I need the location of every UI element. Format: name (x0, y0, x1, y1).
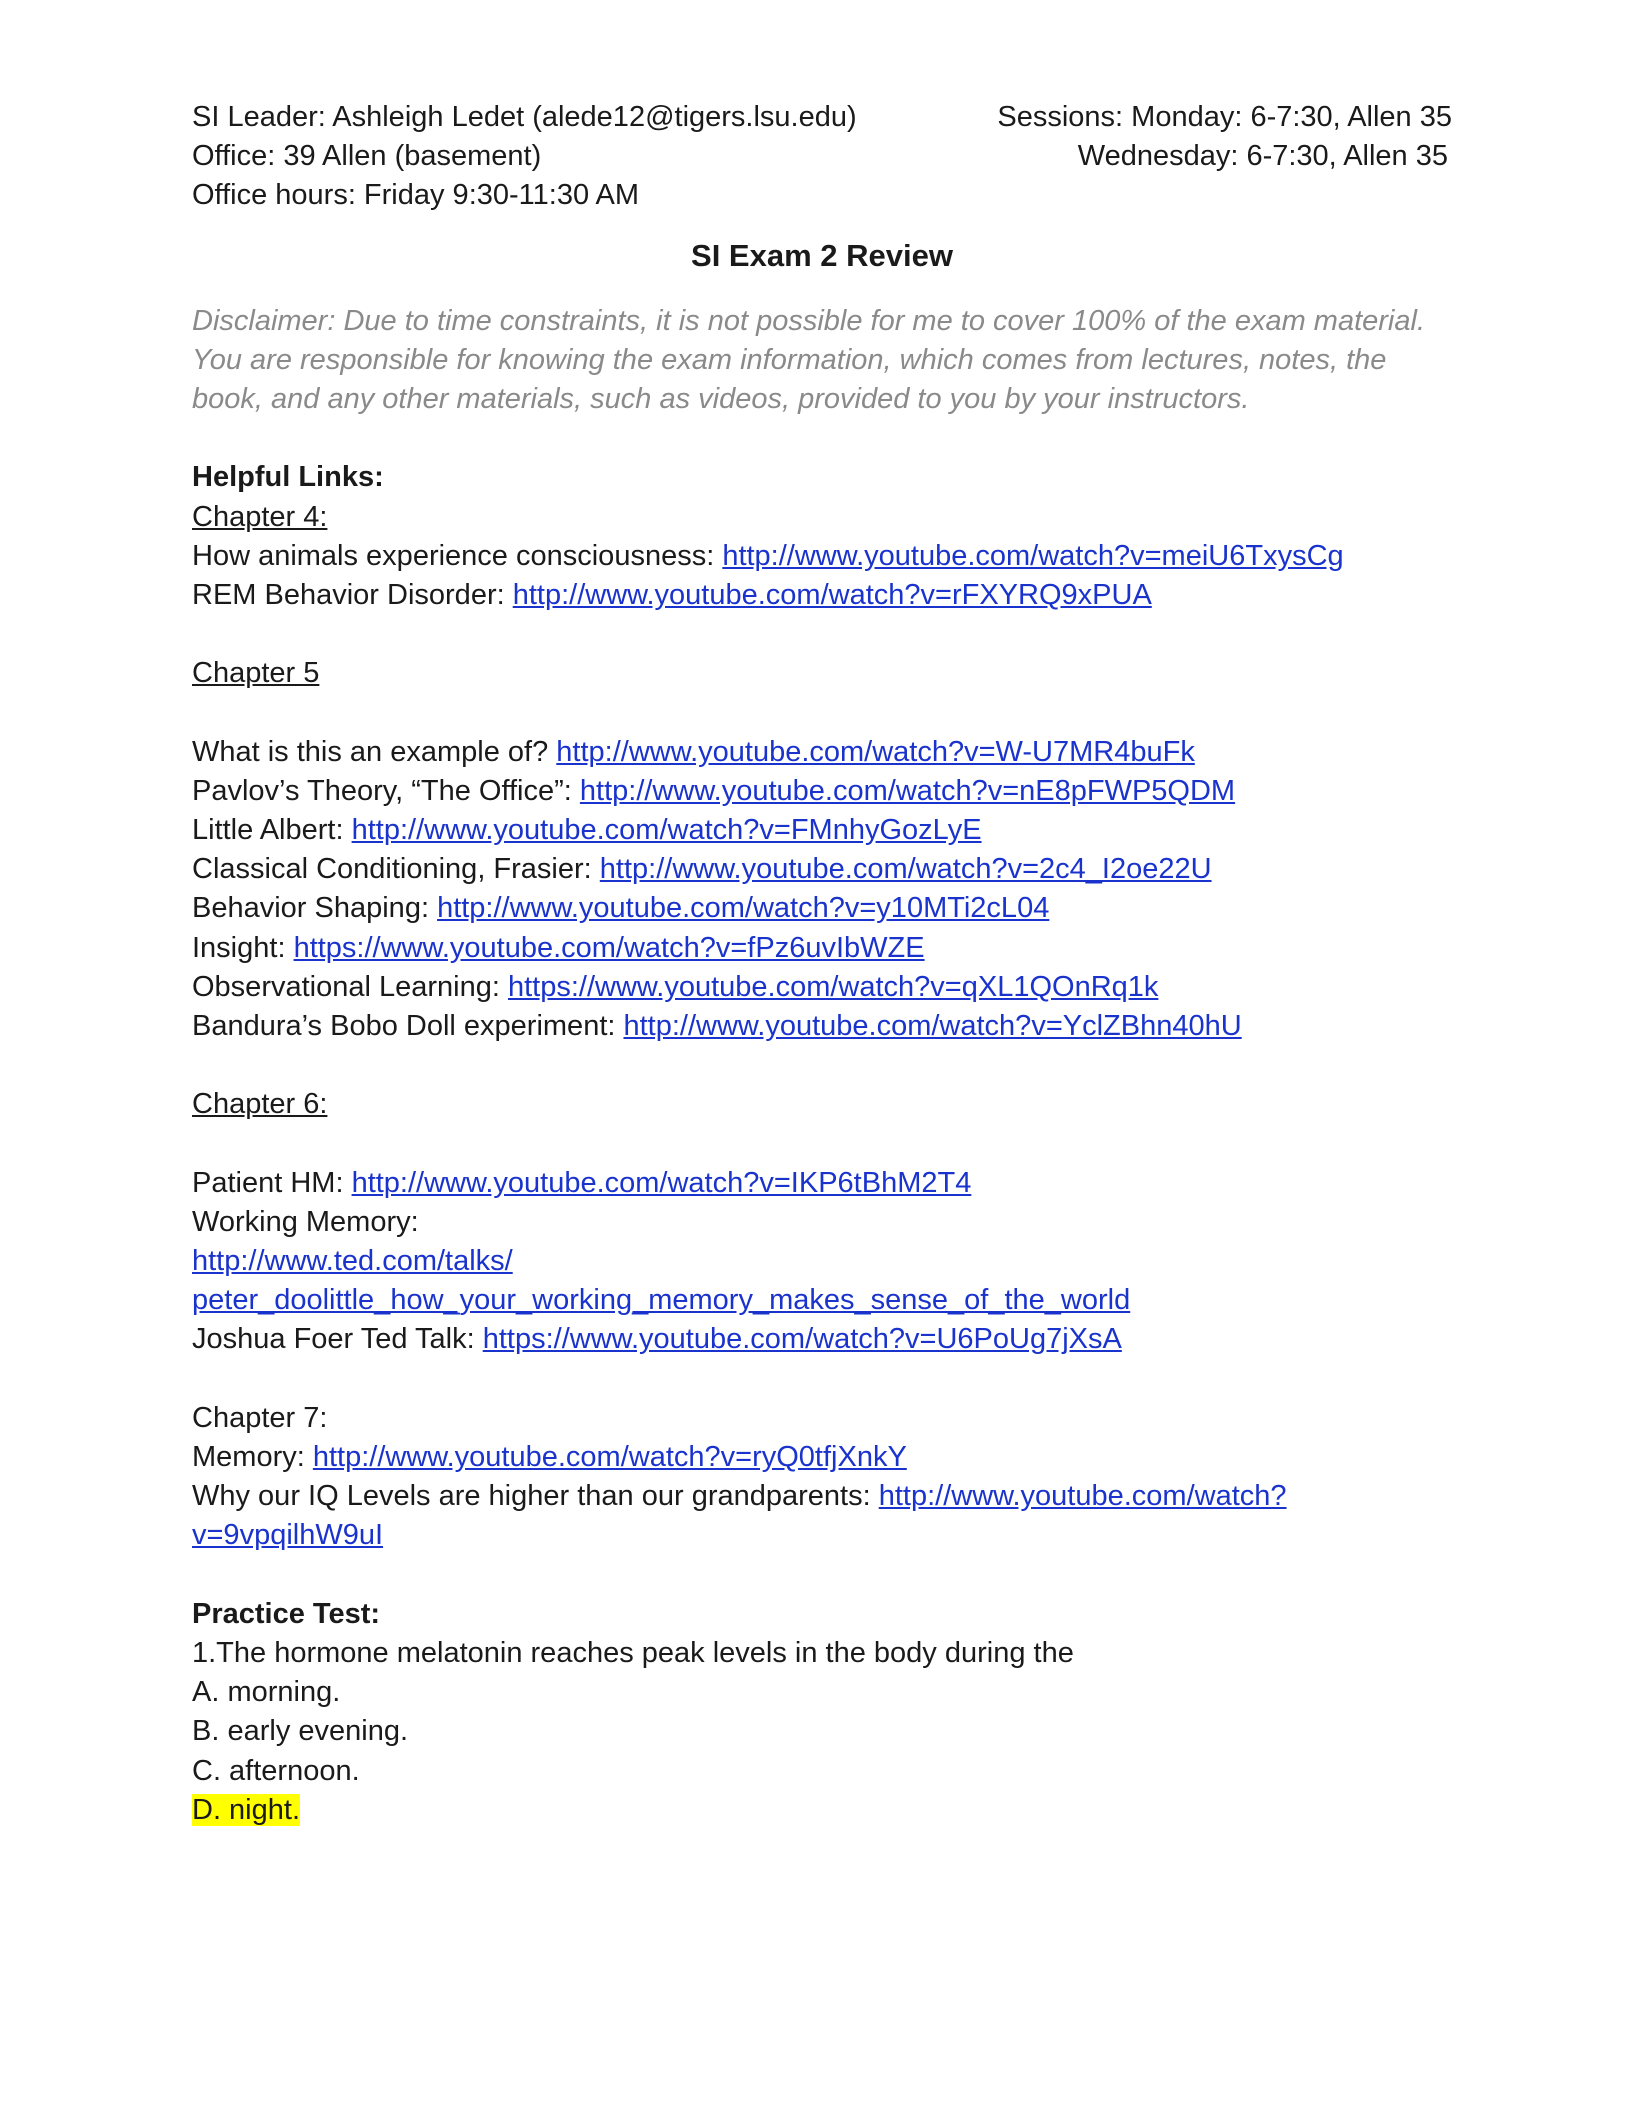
chapter4-item (192, 537, 1452, 576)
disclaimer-line-2: You are responsible for knowing the exam information, which comes from lectures, notes, the (192, 343, 1387, 376)
ted-talk-link-part-1[interactable]: http://www.ted.com/talks/ (192, 1245, 513, 1278)
page-title: SI Exam 2 Review (691, 237, 953, 273)
link-label: Insight: (192, 931, 294, 964)
video-link[interactable]: https://www.youtube.com/watch?v=U6PoUg7jXsA (482, 1323, 1122, 1356)
video-link[interactable]: http://www.youtube.com/watch?v=y10MTi2cL04 (437, 892, 1050, 925)
chapter6-item (192, 1281, 1452, 1320)
si-leader-text: SI Leader: Ashleigh Ledet (alede12@tigers.lsu.edu) (192, 101, 857, 133)
chapter5-item (192, 772, 1452, 811)
chapter7-item (192, 1438, 1452, 1477)
video-link[interactable]: http://www.youtube.com/watch?v=rFXYRQ9xPUA (512, 578, 1152, 611)
header-row-2 (192, 137, 1452, 176)
working-memory-label: Working Memory: (192, 1205, 419, 1238)
disclaimer-line-3: book, and any other materials, such as videos, provided to you by your instructors. (192, 382, 1250, 415)
answer-option: B. early evening. (192, 1715, 409, 1748)
chapter4-heading: Chapter 4: (192, 500, 328, 533)
chapter5-item (192, 968, 1452, 1007)
practice-test-heading: Practice Test: (192, 1597, 381, 1630)
sessions-wednesday-text: Wednesday: 6-7:30, Allen 35 (1077, 140, 1448, 173)
answer-option-wrapper (192, 1791, 1452, 1830)
video-link[interactable]: http://www.youtube.com/watch?v=meiU6TxysCg (722, 539, 1344, 572)
link-label: Classical Conditioning, Frasier: (192, 853, 600, 886)
video-link-continued[interactable]: v=9vpqilhW9uI (192, 1519, 384, 1552)
chapter6-item (192, 1242, 1452, 1281)
video-link[interactable]: http://www.youtube.com/watch?v=nE8pFWP5QDM (579, 774, 1236, 807)
ted-talk-link-part-2[interactable]: peter_doolittle_how_your_working_memory_makes_sense_of_the_world (192, 1284, 1131, 1317)
chapter6-item (192, 1164, 1452, 1203)
practice-question: 1.The hormone melatonin reaches peak levels in the body during the (192, 1636, 1074, 1669)
chapter5-item (192, 889, 1452, 928)
chapter4-item (192, 576, 1452, 615)
chapter5-item (192, 1007, 1452, 1046)
office-hours-text: Office hours: Friday 9:30-11:30 AM (192, 179, 640, 212)
office-text: Office: 39 Allen (basement) (192, 140, 542, 173)
link-label: Patient HM: (192, 1166, 352, 1199)
link-label: Bandura’s Bobo Doll experiment: (192, 1009, 624, 1042)
answer-option: A. morning. (192, 1676, 341, 1709)
link-label: What is this an example of? (192, 735, 557, 768)
link-label: REM Behavior Disorder: (192, 578, 513, 611)
correct-answer-option: D. night. (192, 1793, 300, 1826)
chapter5-item (192, 811, 1452, 850)
answer-option: C. afternoon. (192, 1754, 360, 1787)
link-label: Little Albert: (192, 814, 352, 846)
chapter6-item (192, 1320, 1452, 1359)
video-link[interactable]: http://www.youtube.com/watch?v=ryQ0tfjXnkY (312, 1441, 907, 1473)
link-label: Memory: (192, 1441, 313, 1473)
chapter5-item (192, 850, 1452, 889)
video-link[interactable]: http://www.youtube.com/watch?v=W-U7MR4buFk (556, 735, 1195, 768)
chapter7-item (192, 1477, 1452, 1516)
chapter7-item (192, 1516, 1452, 1555)
video-link[interactable]: http://www.youtube.com/watch?v=FMnhyGozLyE (351, 814, 982, 846)
disclaimer-line-1: Disclaimer: Due to time constraints, it is not possible for me to cover 100% of the exam material. (192, 304, 1425, 337)
link-label: Observational Learning: (192, 970, 508, 1003)
document-page (192, 98, 1452, 1830)
chapter7-heading: Chapter 7: (192, 1401, 328, 1434)
video-link[interactable]: http://www.youtube.com/watch?v=IKP6tBhM2T4 (351, 1166, 972, 1199)
video-link[interactable]: http://www.youtube.com/watch?v=YclZBhn40hU (623, 1009, 1242, 1042)
chapter6-heading: Chapter 6: (192, 1088, 328, 1121)
link-label: Joshua Foer Ted Talk: (192, 1323, 483, 1356)
link-label: Behavior Shaping: (192, 892, 438, 925)
helpful-links-heading: Helpful Links: (192, 461, 384, 494)
link-label: How animals experience consciousness: (192, 539, 723, 572)
chapter5-item (192, 929, 1452, 968)
chapter5-heading: Chapter 5 (192, 657, 320, 690)
chapter5-item (192, 733, 1452, 772)
link-label: Pavlov’s Theory, “The Office”: (192, 774, 580, 807)
header-row-1 (192, 98, 1452, 137)
video-link[interactable]: https://www.youtube.com/watch?v=fPz6uvIbWZE (293, 931, 925, 964)
video-link[interactable]: http://www.youtube.com/watch? (878, 1480, 1287, 1513)
video-link[interactable]: http://www.youtube.com/watch?v=2c4_I2oe22U (599, 853, 1212, 886)
sessions-monday-text: Sessions: Monday: 6-7:30, Allen 35 (997, 101, 1452, 133)
video-link[interactable]: https://www.youtube.com/watch?v=qXL1QOnRq1k (507, 970, 1159, 1003)
link-label: Why our IQ Levels are higher than our grandparents: (192, 1480, 879, 1513)
